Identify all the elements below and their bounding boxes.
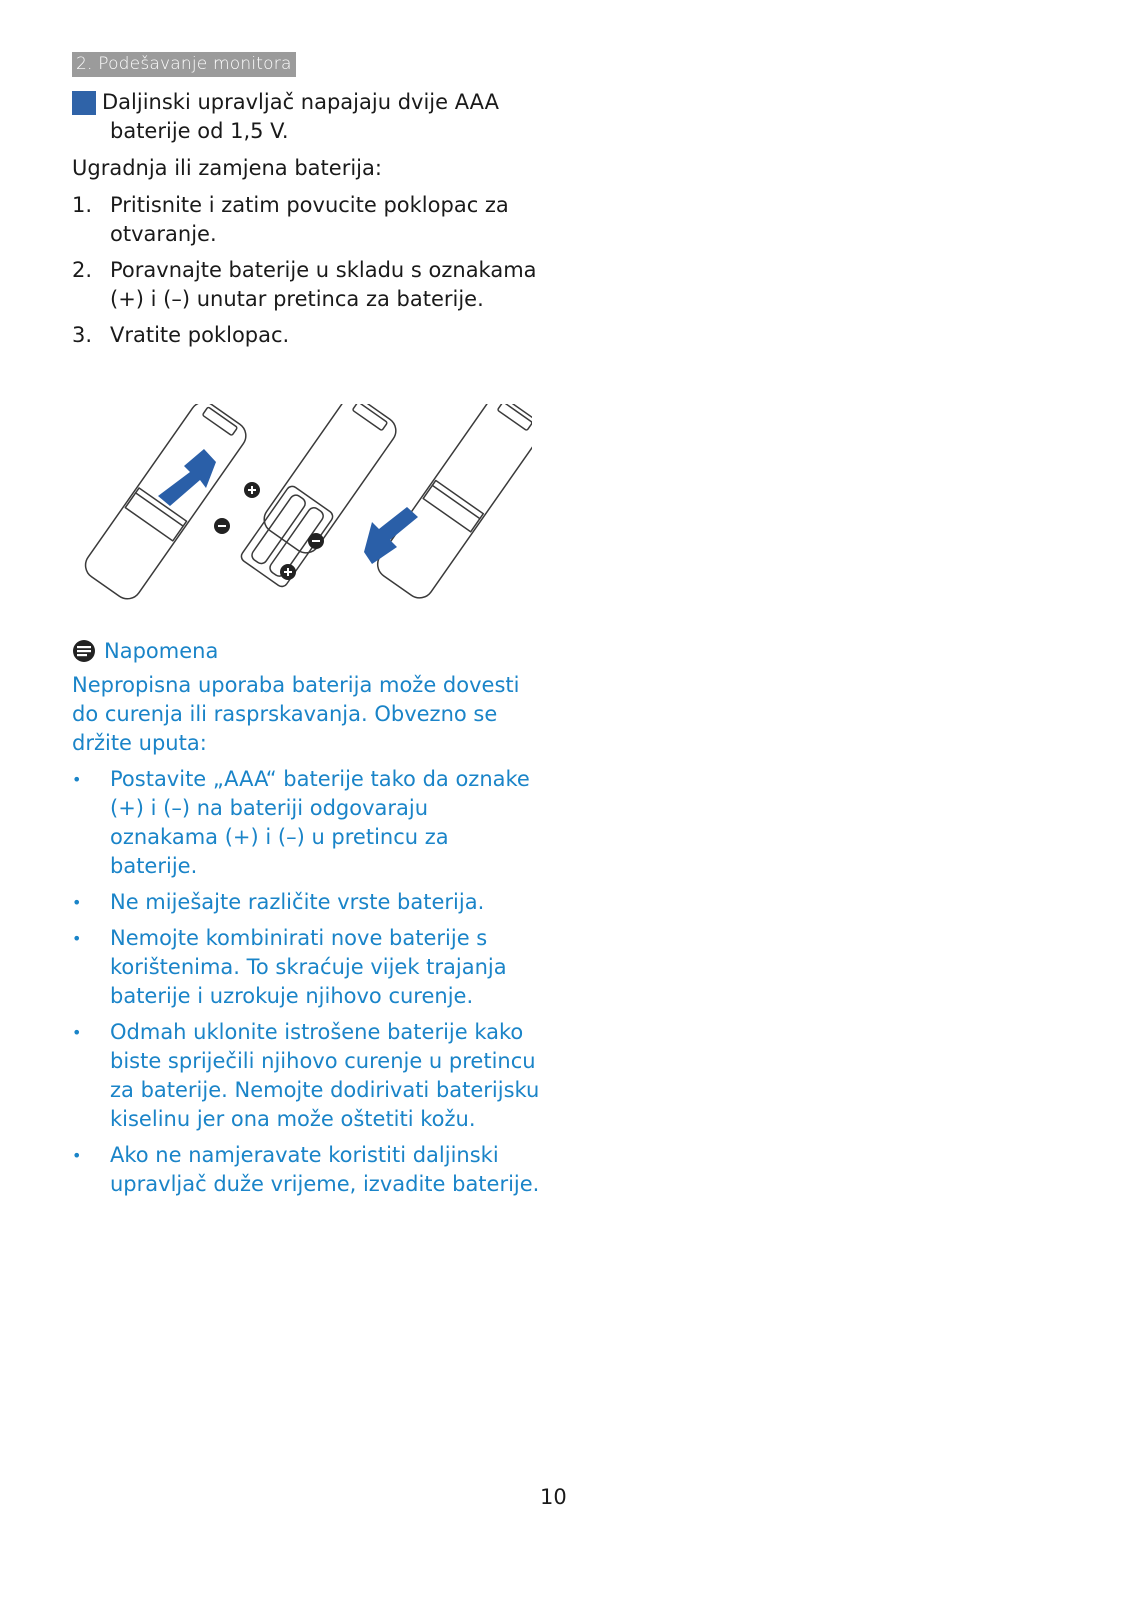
minus-icon [214,518,230,534]
bullet-text: Nemojte kombinirati nove baterije s korištenima. To skraćuje vijek trajanja baterije i uzrokuje njihovo curenje. [110,926,507,1008]
bullet-text: Odmah uklonite istrošene baterije kako biste spriječili njihovo curenje u pretincu za baterije. Nemojte dodirivati baterijsku kiselinu jer ona može oštetiti kožu. [110,1020,540,1131]
list-item [72,924,542,1011]
plus-icon [244,482,260,498]
section-label: 2. Podešavanje monitora [72,52,296,77]
note-intro: Nepropisna uporaba baterija može dovesti do curenja ili rasprskavanja. Obvezno se držite uputa: [72,673,520,755]
note-title: Napomena [104,639,219,663]
step-num: 2. [72,258,93,282]
arrow-icon [364,507,418,564]
bullet-icon: • [72,1023,82,1042]
page-number: 10 [540,1485,567,1509]
list-item [72,765,542,881]
step-item [72,321,542,350]
step-text: Poravnajte baterije u skladu s oznakama (+) i (–) unutar pretinca za baterije. [110,258,537,311]
step-number-badge: 4 [72,91,96,115]
bullet-icon: • [72,893,82,912]
step-item [72,191,542,249]
battery-installation-illustration [72,404,532,604]
note-heading [72,636,218,666]
install-subheading: Ugradnja ili zamjena baterija: [72,156,382,180]
bullet-icon: • [72,929,82,948]
list-item [72,888,542,917]
bullet-icon: • [72,770,82,789]
note-bullets [72,765,542,1199]
arrow-icon [158,449,216,506]
intro-block [58,88,542,357]
bullet-icon: • [72,1146,82,1165]
plus-icon [280,564,296,580]
battery-info-text: Daljinski upravljač napajaju dvije AAA baterije od 1,5 V. [102,90,499,143]
note-body [72,671,542,1206]
bullet-text: Ako ne namjeravate koristiti daljinski upravljač duže vrijeme, izvadite baterije. [110,1143,540,1196]
step-item [72,256,542,314]
steps-list [72,191,542,350]
bullet-text: Ne miješajte različite vrste baterija. [110,890,485,914]
step-num: 3. [72,323,93,347]
step-text: Vratite poklopac. [110,323,290,347]
remote-open-cover [80,404,251,604]
bullet-text: Postavite „AAA“ baterije tako da oznake (+) i (–) na bateriji odgovaraju oznakama (+) i (–) u pretincu za baterije. [110,767,530,878]
minus-icon [308,533,324,549]
battery-info [58,88,542,146]
list-item [72,1141,542,1199]
step-text: Pritisnite i zatim povucite poklopac za otvaranje. [110,193,509,246]
remote-battery-compartment [236,404,402,591]
note-icon [72,639,96,663]
step-num: 1. [72,193,93,217]
list-item [72,1018,542,1134]
